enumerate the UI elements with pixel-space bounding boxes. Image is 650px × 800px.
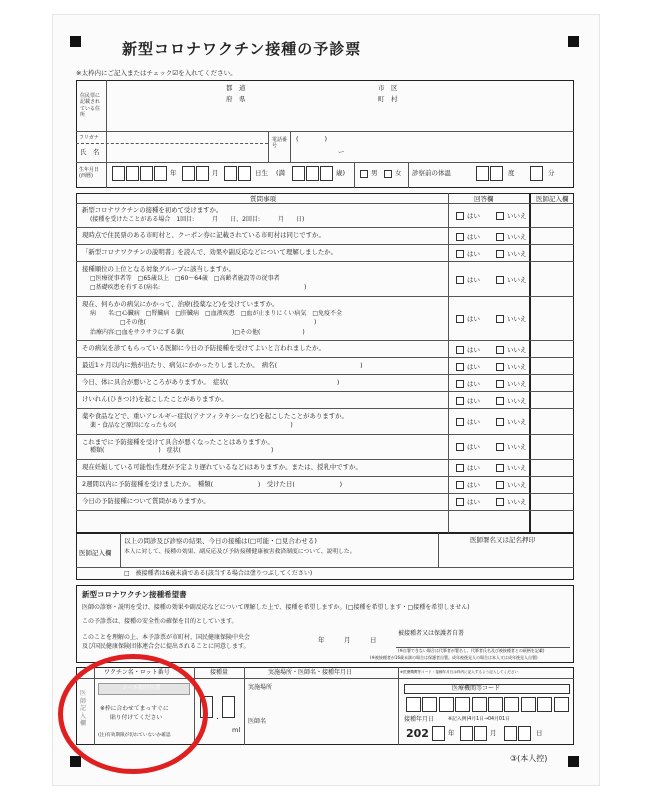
yes-checkbox[interactable]	[456, 363, 464, 371]
temperature-label: 診察前の体温	[412, 169, 451, 177]
instruction-note: ※太枠内にご記入またはチェック☑を入れてください。	[76, 69, 237, 77]
question-text: 種類( ) 症状( )	[90, 447, 274, 455]
question-row	[76, 358, 574, 375]
yes-label: はい	[467, 211, 480, 220]
yes-label: はい	[467, 362, 480, 371]
question-row	[76, 477, 574, 494]
dose-unit: ml	[232, 726, 241, 734]
yes-checkbox[interactable]	[456, 418, 464, 426]
question-row	[76, 460, 574, 477]
no-label: いいえ	[507, 498, 527, 507]
facility-code-digit[interactable]	[472, 697, 487, 712]
no-checkbox[interactable]	[496, 397, 504, 405]
question-text: 今日の予防接種について質問がありますか。	[82, 496, 210, 505]
yes-label: はい	[467, 379, 480, 388]
birthdate-label: 生年月日(西暦)	[79, 167, 100, 180]
male-label: 男	[371, 169, 378, 177]
yes-checkbox[interactable]	[456, 212, 464, 220]
no-checkbox[interactable]	[496, 346, 504, 354]
prefecture-label: 都 道	[226, 84, 246, 92]
yes-label: はい	[467, 396, 480, 405]
question-text: 現在妊娠している可能性(生理が予定より遅れているなど)はありますか。または、授乳中ですか。	[82, 462, 362, 471]
question-row	[76, 341, 574, 358]
consent-date[interactable]: 年 月 日	[318, 636, 377, 644]
month-unit: 月	[212, 169, 219, 177]
vaccination-day-digit[interactable]	[504, 726, 517, 741]
amount-header: 接種量	[210, 669, 229, 676]
yes-label: はい	[467, 249, 480, 258]
age-digit[interactable]	[306, 166, 319, 181]
consent-note-2: (※被接種者が16歳未満の場合は保護者自署。成年被後見人の場合は本人又は成年後見人自署)	[370, 655, 538, 660]
year-unit: 年	[170, 169, 177, 177]
red-annotation-circle	[58, 654, 208, 774]
age-digit[interactable]	[320, 166, 333, 181]
question-text: □基礎疾患を有する(病名: )	[90, 284, 307, 292]
phone-dash: ー	[338, 148, 345, 156]
no-checkbox[interactable]	[496, 363, 504, 371]
no-label: いいえ	[507, 211, 527, 220]
no-checkbox[interactable]	[496, 315, 504, 323]
yes-label: はい	[467, 443, 480, 452]
doctor-entry-side-label: 医師記入欄	[80, 690, 87, 727]
address-label: 住民票に記載されている住所	[80, 93, 101, 118]
sticker-note-1: ※枠に合わせてまっすぐに	[100, 706, 169, 712]
address-field[interactable]	[110, 108, 570, 128]
consent-signer-label: 被接種者又は保護者自署	[398, 630, 465, 637]
yes-checkbox[interactable]	[456, 481, 464, 489]
no-checkbox[interactable]	[496, 212, 504, 220]
yes-label: はい	[467, 417, 480, 426]
birth-year-digit[interactable]	[140, 166, 153, 181]
temperature-minute-unit: 分	[548, 169, 555, 177]
doctor-explanation-line: 本人に対して、接種の効果、副反応及び予防接種健康被害救済制度について、説明した。	[124, 549, 356, 555]
yes-label: はい	[467, 275, 480, 284]
registration-mark	[568, 756, 579, 767]
birth-month-digit[interactable]	[196, 166, 209, 181]
facility-code-digit[interactable]	[521, 697, 536, 712]
yes-checkbox[interactable]	[456, 315, 464, 323]
question-text: 治療内容:□血をサラサラにする薬( )□その他( )	[90, 328, 305, 336]
age-open: (満	[276, 169, 286, 177]
no-label: いいえ	[507, 345, 527, 354]
question-row	[76, 297, 574, 341]
question-row	[76, 435, 574, 460]
code-header: ※医療機関等コード・接種年月日は枠内に記入するよう記入してください	[400, 670, 519, 674]
vaccination-year-unit: 年	[448, 729, 455, 737]
doctor-column-header: 医師記入欄	[536, 195, 569, 203]
registration-mark	[70, 756, 81, 767]
yes-checkbox[interactable]	[456, 443, 464, 451]
dose-decimal-point: .	[216, 712, 219, 722]
question-text: 接種順位の上位となる対象グループに該当しますか。	[82, 265, 235, 274]
birth-day-digit[interactable]	[238, 166, 251, 181]
question-text: □医療従事者等 □65歳以上 □60〜64歳 □高齢者施設等の従事者	[90, 274, 280, 282]
vaccination-year-digit[interactable]	[432, 726, 445, 741]
temperature-degree-unit: 度	[508, 169, 515, 177]
name-label: 氏 名	[80, 148, 100, 156]
temperature-digit[interactable]	[490, 166, 503, 181]
no-label: いいえ	[507, 443, 527, 452]
temperature-decimal[interactable]	[530, 166, 543, 181]
vaccination-day-digit[interactable]	[518, 726, 531, 741]
facility-code-digit[interactable]	[488, 697, 503, 712]
place-header: 実施場所・医師名・接種年月日	[268, 669, 353, 676]
no-label: いいえ	[507, 232, 527, 241]
yes-checkbox[interactable]	[456, 346, 464, 354]
question-header: 質問事項	[250, 195, 276, 203]
day-unit: 日生	[255, 169, 268, 177]
registration-mark	[568, 36, 579, 47]
no-label: いいえ	[507, 481, 527, 490]
yes-checkbox[interactable]	[456, 498, 464, 506]
furigana-label: フリガナ	[79, 135, 99, 141]
vaccination-date-label: 接種年月日	[404, 716, 435, 723]
question-row	[76, 392, 574, 409]
question-text: 最近1ヶ月以内に熱が出たり、病気にかかったりしましたか。 病名( )	[82, 361, 363, 370]
dose-amount-decimal[interactable]	[222, 696, 235, 718]
facility-code-digit[interactable]	[439, 697, 454, 712]
birth-year-digit[interactable]	[154, 166, 167, 181]
no-label: いいえ	[507, 396, 527, 405]
female-label: 女	[395, 169, 402, 177]
question-text: 現在、何らかの病気にかかって、治療(投薬など)を受けていますか。	[82, 300, 279, 308]
phone-label: 電話番号	[272, 137, 288, 150]
yes-checkbox[interactable]	[456, 464, 464, 472]
copy-label: ③(本人控)	[510, 754, 548, 763]
facility-code-digit[interactable]	[554, 697, 569, 712]
expiry-note: (注)有効期限が切れていないか確認	[98, 733, 171, 738]
consent-title: 新型コロナワクチン接種希望書	[82, 590, 187, 599]
question-text: 病 名:□心臓病 □腎臓病 □肝臓病 □血液疾患 □血が止まりにくい病気 □免疫不全	[90, 309, 343, 317]
male-checkbox[interactable]	[360, 170, 368, 178]
question-row	[76, 262, 574, 297]
place-label: 実施場所	[248, 684, 273, 691]
consent-note-1: (※自署できない場合は代筆者が署名し、代筆者氏名及び被接種者との続柄を記載)	[398, 648, 545, 653]
no-checkbox[interactable]	[496, 418, 504, 426]
birth-year-digit[interactable]	[126, 166, 139, 181]
date-format-note: ※記入例)4月1日→04月01日	[448, 717, 510, 722]
question-row	[76, 375, 574, 392]
name-field[interactable]	[110, 145, 265, 160]
consent-question[interactable]: 医師の診察・説明を受け、接種の効果や副反応などについて理解した上で、接種を希望しますか。(□接種を希望します・□接種を希望しません)	[82, 604, 470, 611]
yes-label: はい	[467, 464, 480, 473]
no-checkbox[interactable]	[496, 380, 504, 388]
city-label-2: 町 村	[378, 95, 398, 103]
question-text: (接種を受けたことがある場合 1回目: 月 日、2回目: 月 日)	[90, 215, 305, 223]
question-row	[76, 203, 574, 228]
sticker-label: シール貼付位置	[122, 685, 161, 691]
birth-month-digit[interactable]	[182, 166, 195, 181]
question-text: けいれん(ひきつけ)を起こしたことがありますか。	[82, 395, 228, 404]
vaccination-month-digit[interactable]	[474, 726, 487, 741]
facility-code-digit[interactable]	[406, 697, 421, 712]
no-checkbox[interactable]	[496, 481, 504, 489]
temperature-digit[interactable]	[476, 166, 489, 181]
yes-label: はい	[467, 498, 480, 507]
question-row	[76, 228, 574, 245]
facility-code-digit[interactable]	[455, 697, 470, 712]
consent-agreement-1: このことを理解の上、本予診票が市町村、国民健康保険中央会	[82, 634, 251, 641]
question-text: 新型コロナワクチンの接種を初めて受けますか。	[82, 206, 223, 214]
facility-code-label: 医療機関等コード	[452, 685, 501, 692]
no-checkbox[interactable]	[496, 498, 504, 506]
yes-checkbox[interactable]	[456, 397, 464, 405]
birth-day-digit[interactable]	[224, 166, 237, 181]
yes-label: はい	[467, 345, 480, 354]
no-label: いいえ	[507, 362, 527, 371]
no-label: いいえ	[507, 464, 527, 473]
phone-paren: ( )	[296, 135, 328, 143]
no-label: いいえ	[507, 249, 527, 258]
facility-code-digit[interactable]	[537, 697, 552, 712]
form-title: 新型コロナワクチン接種の予診票	[122, 40, 362, 58]
registration-mark	[70, 36, 81, 47]
age-close: 歳)	[336, 169, 346, 177]
no-label: いいえ	[507, 379, 527, 388]
question-row	[76, 494, 574, 511]
doctor-signature-label: 医師署名又は記名押印	[470, 536, 535, 544]
question-text: 現時点で住民票のある市町村と、クーポン券に記載されている市町村は同じですか。	[82, 231, 325, 240]
question-text: 2週間以内に予防接種を受けましたか。 種類( ) 受けた日( )	[82, 479, 343, 488]
question-text: □その他( )	[90, 319, 317, 327]
question-text: 「新型コロナワクチンの説明書」を読んで、効果や副反応などについて理解しましたか。	[82, 248, 338, 257]
no-checkbox[interactable]	[496, 250, 504, 258]
yes-checkbox[interactable]	[456, 250, 464, 258]
no-label: いいえ	[507, 315, 527, 324]
yes-checkbox[interactable]	[456, 276, 464, 284]
vaccine-header: ワクチン名・ロット番号	[104, 669, 170, 676]
sticker-note-2: 貼り付けてください	[110, 715, 163, 721]
question-text: その病気を診てもらっている医師に今日の予防接種を受けてよいと言われましたか。	[82, 344, 325, 353]
city-label: 市 区	[378, 84, 398, 92]
question-text: これまでに予防接種を受けて具合が悪くなったことはありますか。	[82, 437, 274, 446]
question-text: 今日、体に具合が悪いところがありますか。 症状( )	[82, 378, 340, 387]
no-label: いいえ	[507, 275, 527, 284]
age-digit[interactable]	[292, 166, 305, 181]
doctor-name-label: 医師名	[248, 718, 267, 725]
question-row	[76, 409, 574, 434]
consent-purpose: この予診票は、接種の安全性の確保を目的としています。	[82, 618, 238, 625]
vaccination-month-unit: 月	[490, 729, 497, 737]
year-prefix: 202	[406, 727, 429, 740]
facility-code-digit[interactable]	[504, 697, 519, 712]
yes-label: はい	[467, 481, 480, 490]
question-text: 薬や食品などで、重いアレルギー症状(アナフィラキシーなど)を起こしたことがありますか。	[82, 412, 348, 421]
female-checkbox[interactable]	[384, 170, 392, 178]
prefecture-label-2: 府 県	[226, 95, 246, 103]
birth-year-digit[interactable]	[112, 166, 125, 181]
doctor-judgement-line: 以上の問診及び診察の結果、今日の接種は(□可能・□見合わせる)	[124, 537, 317, 545]
question-text: 薬・食品など原因になったもの( )	[90, 421, 293, 429]
no-checkbox[interactable]	[496, 464, 504, 472]
vaccination-day-unit: 日	[536, 729, 543, 737]
answer-header: 回答欄	[474, 195, 494, 203]
no-checkbox[interactable]	[496, 233, 504, 241]
under-six-note[interactable]: □ 被接種者は6歳未満である(該当する場合は塗りつぶしてください)	[124, 570, 313, 577]
no-label: いいえ	[507, 417, 527, 426]
doctor-section-label: 医師記入欄	[79, 549, 112, 557]
yes-checkbox[interactable]	[456, 233, 464, 241]
question-row	[76, 245, 574, 262]
phone-field[interactable]	[294, 134, 414, 160]
yes-label: はい	[467, 315, 480, 324]
yes-label: はい	[467, 232, 480, 241]
yes-checkbox[interactable]	[456, 380, 464, 388]
facility-code-digit[interactable]	[422, 697, 437, 712]
no-checkbox[interactable]	[496, 443, 504, 451]
no-checkbox[interactable]	[496, 276, 504, 284]
consent-agreement-2: 及び国民健康保険団体連合会に提出されることに同意します。	[82, 643, 250, 650]
vaccination-month-digit[interactable]	[460, 726, 473, 741]
